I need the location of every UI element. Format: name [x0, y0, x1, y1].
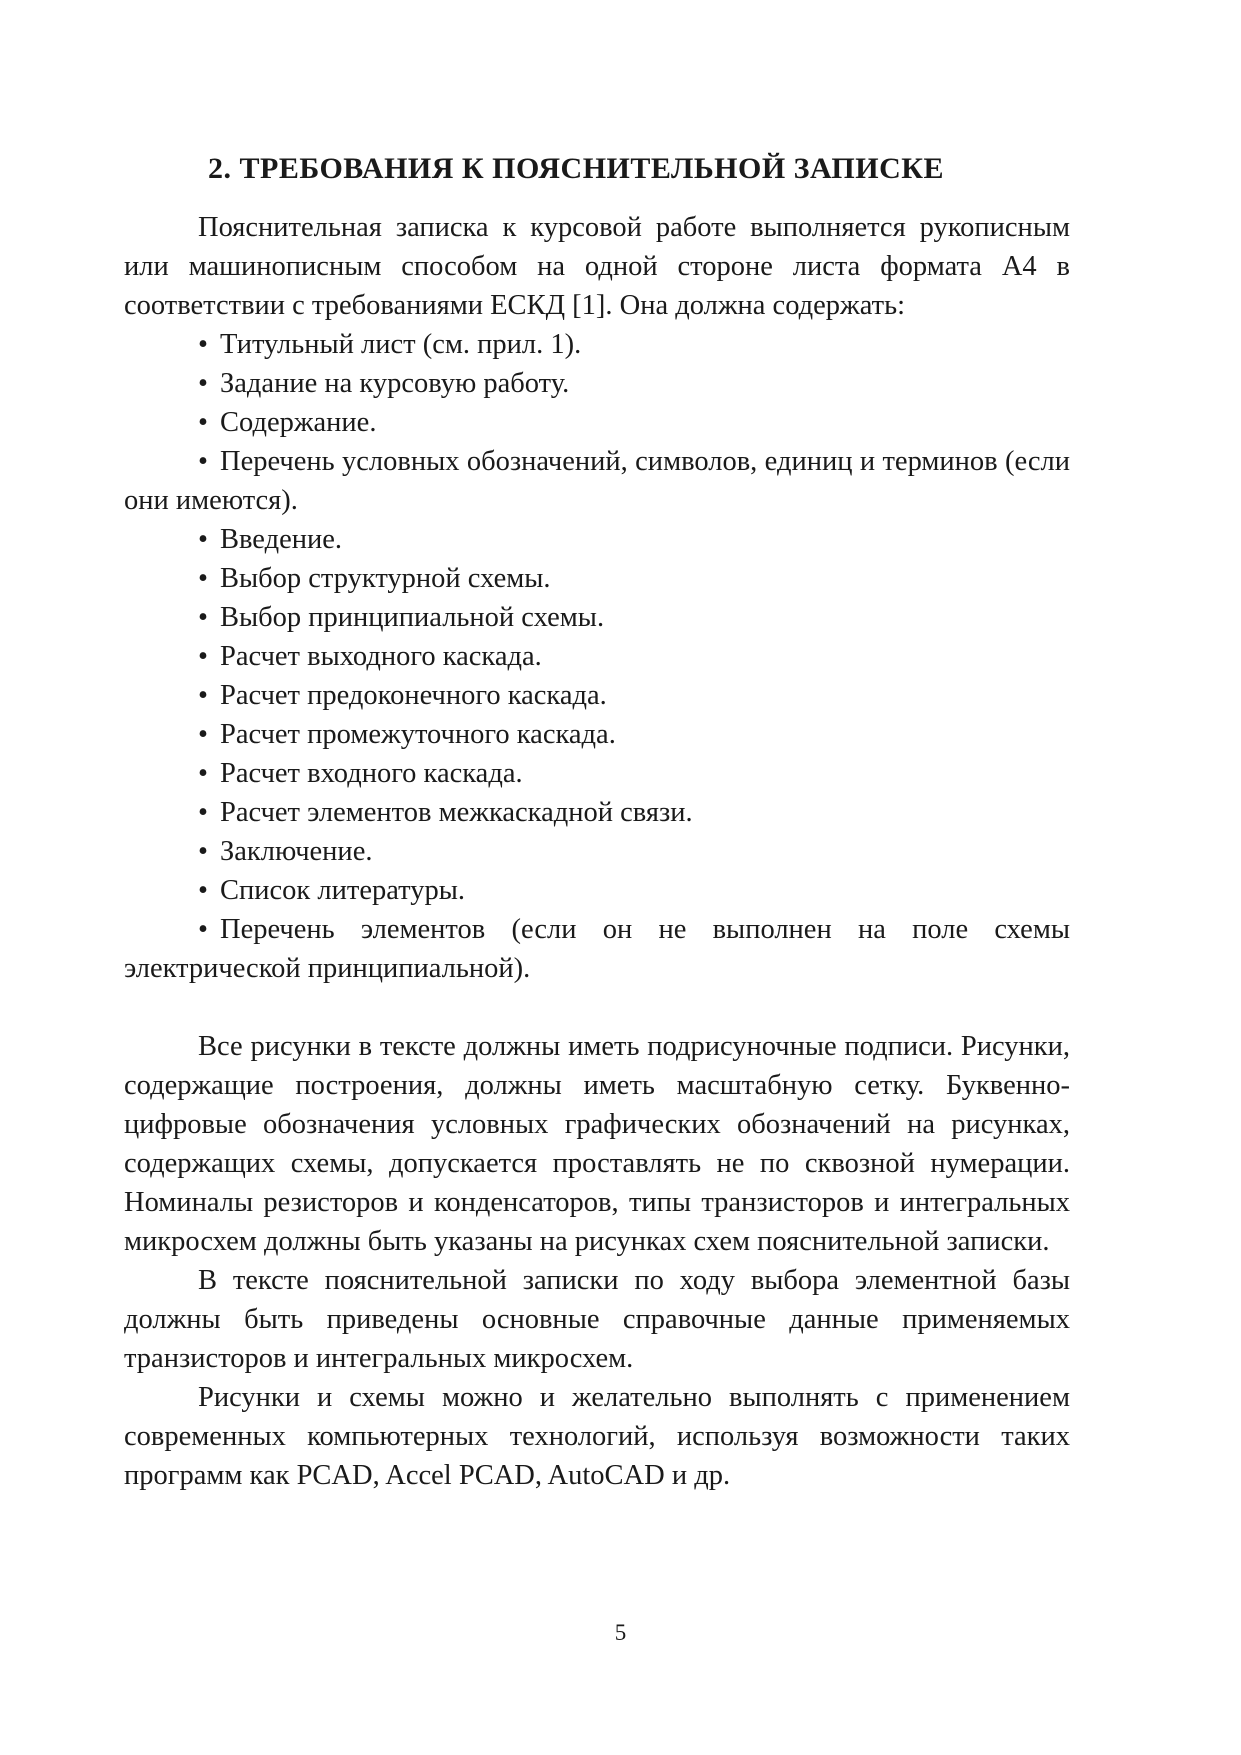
- bullet-icon: •: [198, 914, 208, 945]
- list-item-text: Расчет выходного каскада.: [220, 641, 542, 672]
- bullet-icon: •: [198, 446, 208, 477]
- contents-list: [124, 325, 1070, 988]
- list-item-text: Список литературы.: [220, 875, 465, 906]
- list-item-text: Выбор принципиальной схемы.: [220, 602, 605, 633]
- list-item: [124, 442, 1070, 520]
- list-item-text: Перечень условных обозначений, символов, единиц и терминов (если они имеются).: [124, 446, 1070, 516]
- bullet-icon: •: [198, 563, 208, 594]
- bullet-icon: •: [198, 680, 208, 711]
- list-item-text: Расчет элементов межкаскадной связи.: [220, 797, 693, 828]
- software-paragraph: Рисунки и схемы можно и желательно выполнять с применением современных компьютерных технологий, используя возможности таких программ как PCAD, Accel PCAD, AutoCAD и др.: [124, 1382, 1070, 1491]
- list-item: [124, 325, 1070, 364]
- list-item: [124, 559, 1070, 598]
- list-item-text: Перечень элементов (если он не выполнен на поле схемы электрической принципиальной).: [124, 914, 1070, 984]
- list-item: [124, 793, 1070, 832]
- list-item: [124, 520, 1070, 559]
- bullet-icon: •: [198, 524, 208, 555]
- list-item-text: Заключение.: [220, 836, 373, 867]
- list-item: [124, 910, 1070, 988]
- list-item-text: Расчет промежуточного каскада.: [220, 719, 616, 750]
- list-item: [124, 364, 1070, 403]
- list-item-text: Титульный лист (см. прил. 1).: [220, 329, 582, 360]
- list-item: [124, 403, 1070, 442]
- list-item-text: Расчет входного каскада.: [220, 758, 523, 789]
- bullet-icon: •: [198, 368, 208, 399]
- bullet-icon: •: [198, 758, 208, 789]
- list-item-text: Расчет предоконечного каскада.: [220, 680, 607, 711]
- bullet-icon: •: [198, 719, 208, 750]
- list-item: [124, 715, 1070, 754]
- components-paragraph: В тексте пояснительной записки по ходу выбора элементной базы должны быть приведены основные справочные данные применяемых транзисторов и интегральных микросхем.: [124, 1265, 1070, 1374]
- page-number: 5: [614, 1620, 627, 1645]
- list-item: [124, 871, 1070, 910]
- list-item: [124, 637, 1070, 676]
- bullet-icon: •: [198, 329, 208, 360]
- intro-paragraph: Пояснительная записка к курсовой работе выполняется рукописным или машинописным способом на одной стороне листа формата А4 в соответствии с требованиями ЕСКД [1]. Она должна содержать:: [124, 212, 1070, 321]
- list-item: [124, 598, 1070, 637]
- bullet-icon: •: [198, 407, 208, 438]
- bullet-icon: •: [198, 797, 208, 828]
- section-heading: 2. ТРЕБОВАНИЯ К ПОЯСНИТЕЛЬНОЙ ЗАПИСКЕ: [208, 152, 945, 185]
- page-content: [124, 150, 1070, 1495]
- list-item: [124, 832, 1070, 871]
- list-item-text: Содержание.: [220, 407, 377, 438]
- bullet-icon: •: [198, 641, 208, 672]
- figures-paragraph: Все рисунки в тексте должны иметь подрисуночные подписи. Рисунки, содержащие построения, должны иметь масштабную сетку. Буквенно-цифровые обозначения условных графических обозначений на рисунках, содержащих схемы, допускается проставлять не по сквозной нумерации. Номиналы резисторов и конденсаторов, типы транзисторов и интегральных микросхем должны быть указаны на рисунках схем пояснительной записки.: [124, 1031, 1070, 1257]
- bullet-icon: •: [198, 602, 208, 633]
- list-item-text: Введение.: [220, 524, 343, 555]
- list-item: [124, 676, 1070, 715]
- list-item: [124, 754, 1070, 793]
- paragraph-gap: [124, 988, 1070, 1027]
- bullet-icon: •: [198, 875, 208, 906]
- bullet-icon: •: [198, 836, 208, 867]
- list-item-text: Задание на курсовую работу.: [220, 368, 570, 399]
- list-item-text: Выбор структурной схемы.: [220, 563, 551, 594]
